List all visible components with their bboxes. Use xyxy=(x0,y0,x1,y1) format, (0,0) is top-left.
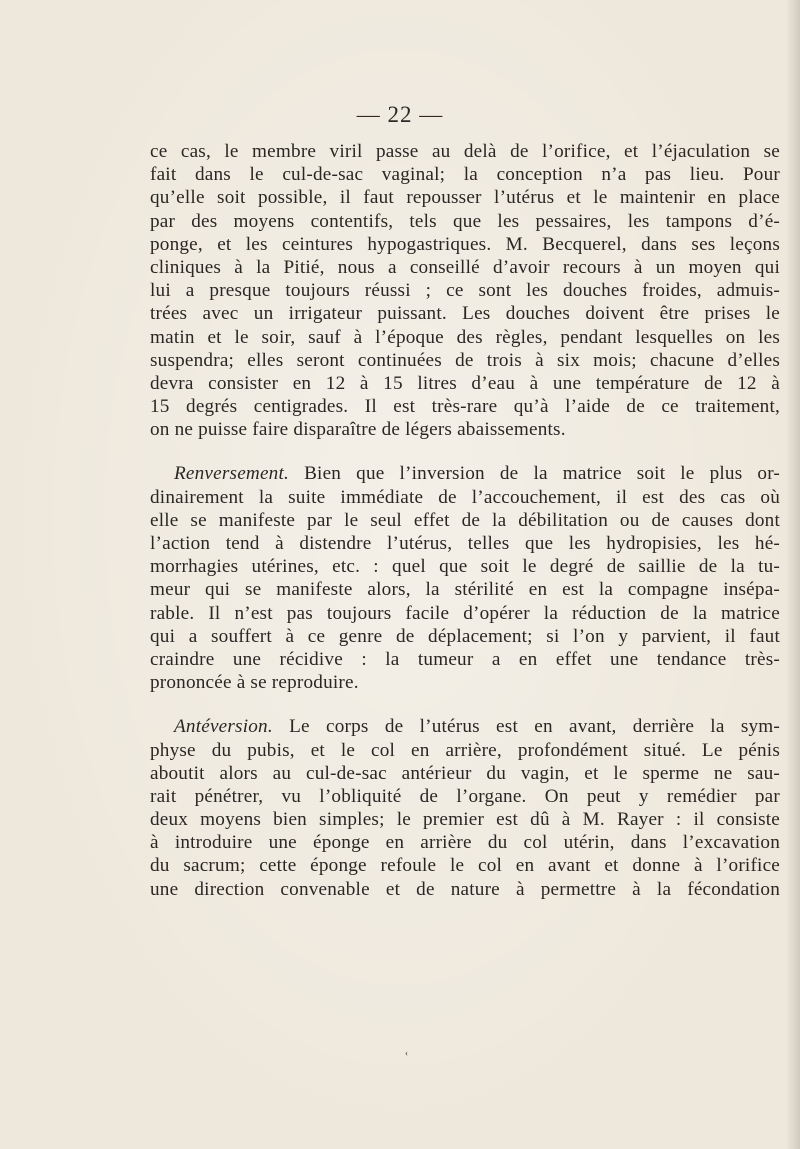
text-line: trées avec un irrigateur puissant. Les douches doivent être prises le xyxy=(150,303,780,325)
text-line: dinairement la suite immédiate de l’accouchement, il est des cas où xyxy=(150,486,780,508)
text-line: qu’elle soit possible, il faut repousser l’utérus et le maintenir en place xyxy=(150,187,780,209)
text-line: morrhagies utérines, etc. : quel que soit le degré de saillie de la tu- xyxy=(150,556,780,578)
text-line: ponge, et les ceintures hypogastriques. M. Becquerel, dans ses leçons xyxy=(150,233,780,255)
text-line: deux moyens bien simples; le premier est dû à M. Rayer : il consiste xyxy=(150,809,780,831)
text-line: matin et le soir, sauf à l’époque des règles, pendant lesquelles on les xyxy=(150,326,780,348)
stray-mark: ‹ xyxy=(405,1048,408,1058)
paragraph-intro xyxy=(150,140,780,441)
body-text xyxy=(150,140,780,901)
text-line: suspendra; elles seront continuées de trois à six mois; chacune d’elles xyxy=(150,349,780,371)
text-line: on ne puisse faire disparaître de légers abaissements. xyxy=(150,419,566,441)
paragraph-renversement xyxy=(150,462,780,694)
text-line: lui a presque toujours réussi ; ce sont les douches froides, admuis- xyxy=(150,280,780,302)
text-line: l’action tend à distendre l’utérus, telles que les hydropisies, les hé- xyxy=(150,533,780,554)
text-line: craindre une récidive : la tumeur a en effet une tendance très- xyxy=(150,648,780,670)
section-title-renversement: Renversement. xyxy=(174,463,290,485)
text-line: à introduire une éponge en arrière du col utérin, dans l’excavation xyxy=(150,832,780,854)
text-line: une direction convenable et de nature à permettre à la fécondation xyxy=(150,878,780,900)
paragraph-anteversion xyxy=(150,715,780,901)
text-line: devra consister en 12 à 15 litres d’eau à une température de 12 à xyxy=(150,372,780,394)
text-line: fait dans le cul-de-sac vaginal; la conception n’a pas lieu. Pour xyxy=(150,164,780,186)
text-line xyxy=(150,462,780,485)
text-line: cliniques à la Pitié, nous a conseillé d’avoir recours à un moyen qui xyxy=(150,256,780,278)
text-line: ce cas, le membre viril passe au delà de l’orifice, et l’éjaculation se xyxy=(150,141,780,162)
paragraph-gap xyxy=(150,441,780,462)
text-line: 15 degrés centigrades. Il est très-rare qu’à l’aide de ce traitement, xyxy=(150,396,780,418)
text-line: rable. Il n’est pas toujours facile d’opérer la réduction de la matrice xyxy=(150,602,780,624)
text-line xyxy=(150,715,780,738)
text-line: aboutit alors au cul-de-sac antérieur du vagin, et le sperme ne sau- xyxy=(150,762,780,784)
page-number: — 22 — xyxy=(356,102,444,127)
text-line: par des moyens contentifs, tels que les pessaires, les tampons d’é- xyxy=(150,210,780,232)
page-edge-shadow xyxy=(786,0,800,1149)
text-line: elle se manifeste par le seul effet de la débilitation ou de causes dont xyxy=(150,509,780,531)
paragraph-gap xyxy=(150,694,780,715)
text-line: du sacrum; cette éponge refoule le col en avant et donne à l’orifice xyxy=(150,855,780,877)
text-line: meur qui se manifeste alors, la stérilité en est la compagne insépa- xyxy=(150,579,780,601)
section-title-anteversion: Antéversion. xyxy=(174,716,273,738)
text-line: physe du pubis, et le col en arrière, profondément situé. Le pénis xyxy=(150,739,780,761)
text-line: rait pénétrer, vu l’obliquité de l’organe. On peut y remédier par xyxy=(150,785,780,807)
text-line-rest: Bien que l’inversion de la matrice soit le plus or- xyxy=(289,463,780,485)
text-line: qui a souffert à ce genre de déplacement; si l’on y parvient, il faut xyxy=(150,625,780,647)
text-line-rest: Le corps de l’utérus est en avant, derrière la sym- xyxy=(272,716,780,738)
text-line: prononcée à se reproduire. xyxy=(150,672,359,694)
